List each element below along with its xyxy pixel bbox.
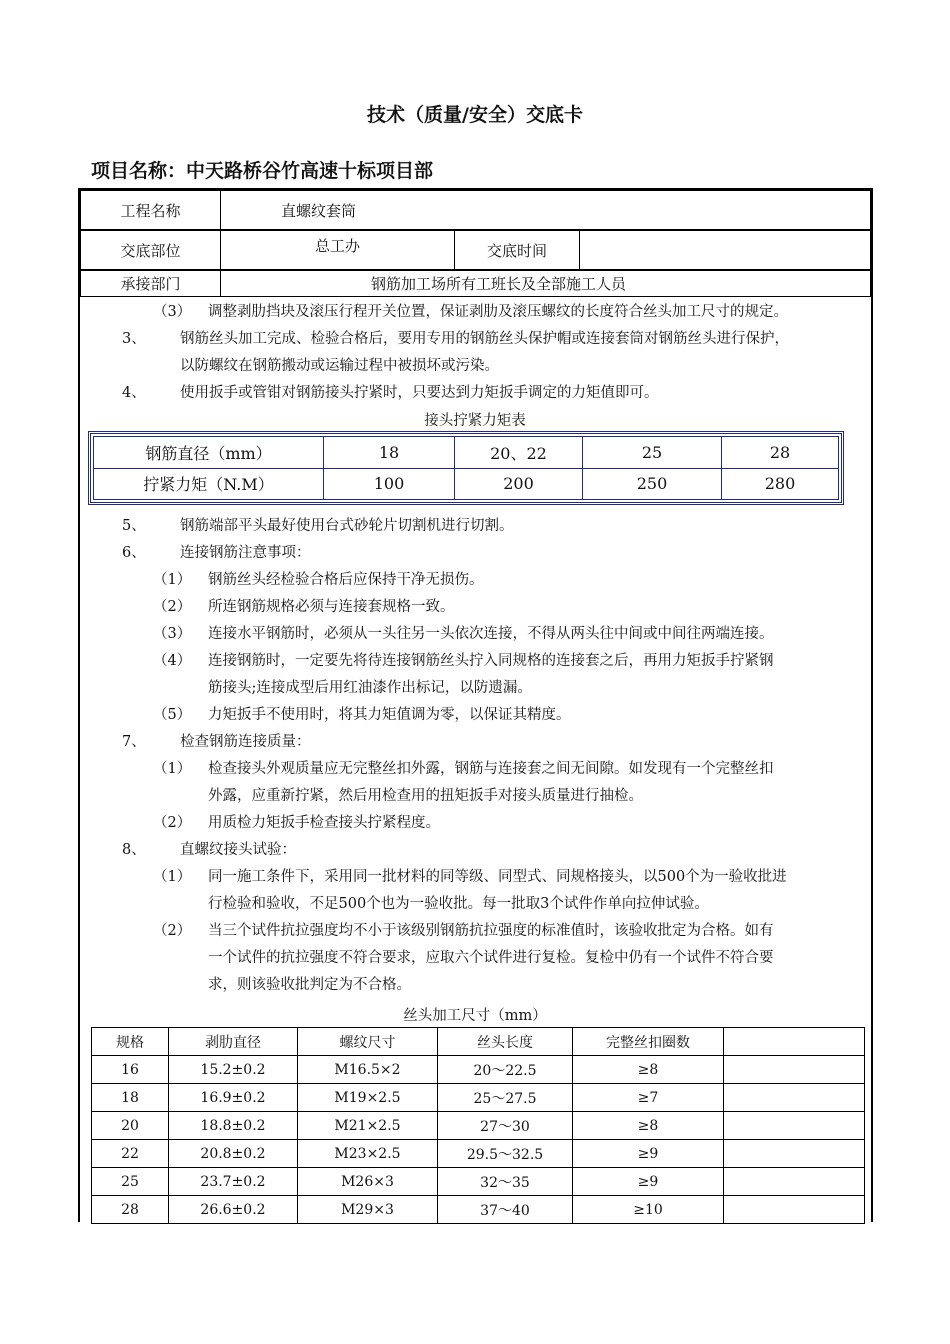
part-value: 总工办: [221, 231, 455, 270]
p8-1-line2: 行检验和验收，不足500个也为一验收批。每一批取3个试件作单向拉伸试验。: [208, 896, 709, 912]
torque-cell: 200: [455, 468, 583, 500]
table-row: [92, 1168, 865, 1196]
size-cell: ≥8: [573, 1056, 724, 1084]
p7-num: 7、: [122, 734, 146, 750]
p6-5-text: 力矩扳手不使用时，将其力矩值调为零，以保证其精度。: [208, 707, 571, 723]
size-cell: 20: [92, 1112, 169, 1140]
size-cell: 18: [92, 1084, 169, 1112]
torque-cell: 100: [324, 468, 455, 500]
p8-2-num: （2）: [153, 923, 192, 939]
p6-4-num: （4）: [153, 653, 192, 669]
size-cell: ≥9: [573, 1140, 724, 1168]
table-row: [92, 1084, 865, 1112]
size-cell: [724, 1056, 865, 1084]
p2-num: 3、: [122, 331, 146, 347]
size-header-cell: 规格: [92, 1028, 169, 1056]
size-cell: [724, 1084, 865, 1112]
torque-cell: 20、22: [455, 437, 583, 469]
size-cell: M21×2.5: [298, 1112, 438, 1140]
p3-text: 使用扳手或管钳对钢筋接头拧紧时，只要达到力矩扳手调定的力矩值即可。: [180, 385, 659, 401]
p1-num: （3）: [153, 304, 192, 320]
size-header-cell: 剥肋直径: [169, 1028, 298, 1056]
p6-num: 6、: [122, 545, 146, 561]
project-name-label: 工程名称: [81, 191, 221, 230]
p7-1-line1: 检查接头外观质量应无完整丝扣外露，钢筋与连接套之间无间隙。如发现有一个完整丝扣: [208, 761, 774, 777]
size-cell: 37～40: [438, 1196, 573, 1224]
size-cell: [724, 1196, 865, 1224]
time-label: 交底时间: [455, 231, 580, 270]
size-cell: 18.8±0.2: [169, 1112, 298, 1140]
size-header-cell: 丝头长度: [438, 1028, 573, 1056]
size-cell: 27～30: [438, 1112, 573, 1140]
p1-text: 调整剥肋挡块及滚压行程开关位置，保证剥肋及滚压螺纹的长度符合丝头加工尺寸的规定。: [208, 304, 788, 320]
size-cell: 28: [92, 1196, 169, 1224]
size-header-cell: 螺纹尺寸: [298, 1028, 438, 1056]
size-cell: 26.6±0.2: [169, 1196, 298, 1224]
size-cell: 20～22.5: [438, 1056, 573, 1084]
size-cell: M19×2.5: [298, 1084, 438, 1112]
size-cell: 25: [92, 1168, 169, 1196]
size-header-cell: [724, 1028, 865, 1056]
size-cell: ≥7: [573, 1084, 724, 1112]
p7-1-num: （1）: [153, 761, 192, 777]
p6-1-text: 钢筋丝头经检验合格后应保持干净无损伤。: [208, 572, 484, 588]
project-name-value: 直螺纹套筒: [221, 191, 871, 230]
size-cell: 22: [92, 1140, 169, 1168]
p6-1-num: （1）: [153, 572, 192, 588]
size-header-cell: 完整丝扣圈数: [573, 1028, 724, 1056]
p8-2-line1: 当三个试件抗拉强度均不小于该级别钢筋抗拉强度的标准值时，该验收批定为合格。如有: [208, 923, 774, 939]
size-cell: 16: [92, 1056, 169, 1084]
p7-2-num: （2）: [153, 815, 192, 831]
project-name: 项目名称：中天路桥谷竹高速十标项目部: [91, 160, 434, 182]
p8-num: 8、: [122, 842, 146, 858]
p6-3-text: 连接水平钢筋时，必须从一头往另一头依次连接，不得从两头往中间或中间往两端连接。: [208, 626, 774, 642]
p7-text: 检查钢筋连接质量：: [180, 734, 311, 750]
p6-4-line2: 筋接头;连接成型后用红油漆作出标记，以防遗漏。: [208, 680, 532, 696]
size-cell: 29.5～32.5: [438, 1140, 573, 1168]
p8-1-num: （1）: [153, 869, 192, 885]
p5-num: 5、: [122, 518, 146, 534]
torque-cell: 18: [324, 437, 455, 469]
size-cell: [724, 1112, 865, 1140]
p7-2-text: 用质检力矩扳手检查接头拧紧程度。: [208, 815, 440, 831]
table-row: [92, 1056, 865, 1084]
size-cell: 23.7±0.2: [169, 1168, 298, 1196]
p8-text: 直螺纹接头试验：: [180, 842, 296, 858]
table-row: [92, 1112, 865, 1140]
p6-text: 连接钢筋注意事项：: [180, 545, 311, 561]
table-row: [92, 1196, 865, 1224]
torque-row-diameter: [94, 437, 839, 469]
dept-label: 承接部门: [81, 271, 221, 297]
torque-cell: 25: [583, 437, 722, 469]
time-value: [580, 231, 871, 270]
size-table: [91, 1027, 865, 1224]
p8-2-line2: 一个试件的抗拉强度不符合要求，应取六个试件进行复检。复检中仍有一个试件不符合要: [208, 950, 774, 966]
size-cell: M23×2.5: [298, 1140, 438, 1168]
p6-3-num: （3）: [153, 626, 192, 642]
p2-line1: 钢筋丝头加工完成、检验合格后，要用专用的钢筋丝头保护帽或连接套筒对钢筋丝头进行保护，: [180, 331, 789, 347]
size-cell: ≥10: [573, 1196, 724, 1224]
header-row-dept: [80, 270, 871, 297]
p7-1-line2: 外露，应重新拧紧，然后用检查用的扭矩扳手对接头质量进行抽检。: [208, 788, 643, 804]
p8-2-line3: 求，则该验收批判定为不合格。: [208, 977, 411, 993]
size-cell: M29×3: [298, 1196, 438, 1224]
size-table-caption: 丝头加工尺寸（mm）: [403, 1008, 547, 1024]
torque-table-caption: 接头拧紧力矩表: [424, 413, 526, 429]
header-row-project: [80, 190, 871, 230]
p6-4-line1: 连接钢筋时，一定要先将待连接钢筋丝头拧入同规格的连接套之后，再用力矩扳手拧紧钢: [208, 653, 774, 669]
p6-5-num: （5）: [153, 707, 192, 723]
p2-line2: 以防螺纹在钢筋搬动或运输过程中被损坏或污染。: [180, 358, 499, 374]
torque-cell: 钢筋直径（mm）: [94, 437, 324, 469]
torque-cell: 28: [722, 437, 839, 469]
part-label: 交底部位: [81, 231, 221, 270]
torque-cell: 拧紧力矩（N.M）: [94, 468, 324, 500]
size-cell: 16.9±0.2: [169, 1084, 298, 1112]
size-cell: [724, 1168, 865, 1196]
p5-text: 钢筋端部平头最好使用台式砂轮片切割机进行切割。: [180, 518, 514, 534]
torque-table: [88, 431, 844, 505]
header-row-part: [80, 230, 871, 270]
p8-1-line1: 同一施工条件下，采用同一批材料的同等级、同型式、同规格接头，以500个为一验收批进: [208, 869, 787, 885]
p6-2-num: （2）: [153, 599, 192, 615]
document-title: 技术（质量/安全）交底卡: [367, 104, 583, 126]
size-cell: ≥8: [573, 1112, 724, 1140]
size-cell: ≥9: [573, 1168, 724, 1196]
size-cell: M16.5×2: [298, 1056, 438, 1084]
p3-num: 4、: [122, 385, 146, 401]
table-row: [92, 1140, 865, 1168]
size-cell: 20.8±0.2: [169, 1140, 298, 1168]
size-cell: [724, 1140, 865, 1168]
size-cell: 25～27.5: [438, 1084, 573, 1112]
torque-cell: 280: [722, 468, 839, 500]
torque-cell: 250: [583, 468, 722, 500]
torque-row-value: [94, 468, 839, 500]
size-cell: 32～35: [438, 1168, 573, 1196]
p6-2-text: 所连钢筋规格必须与连接套规格一致。: [208, 599, 455, 615]
size-table-header: [92, 1028, 865, 1056]
dept-value: 钢筋加工场所有工班长及全部施工人员: [221, 271, 871, 297]
size-cell: 15.2±0.2: [169, 1056, 298, 1084]
size-cell: M26×3: [298, 1168, 438, 1196]
